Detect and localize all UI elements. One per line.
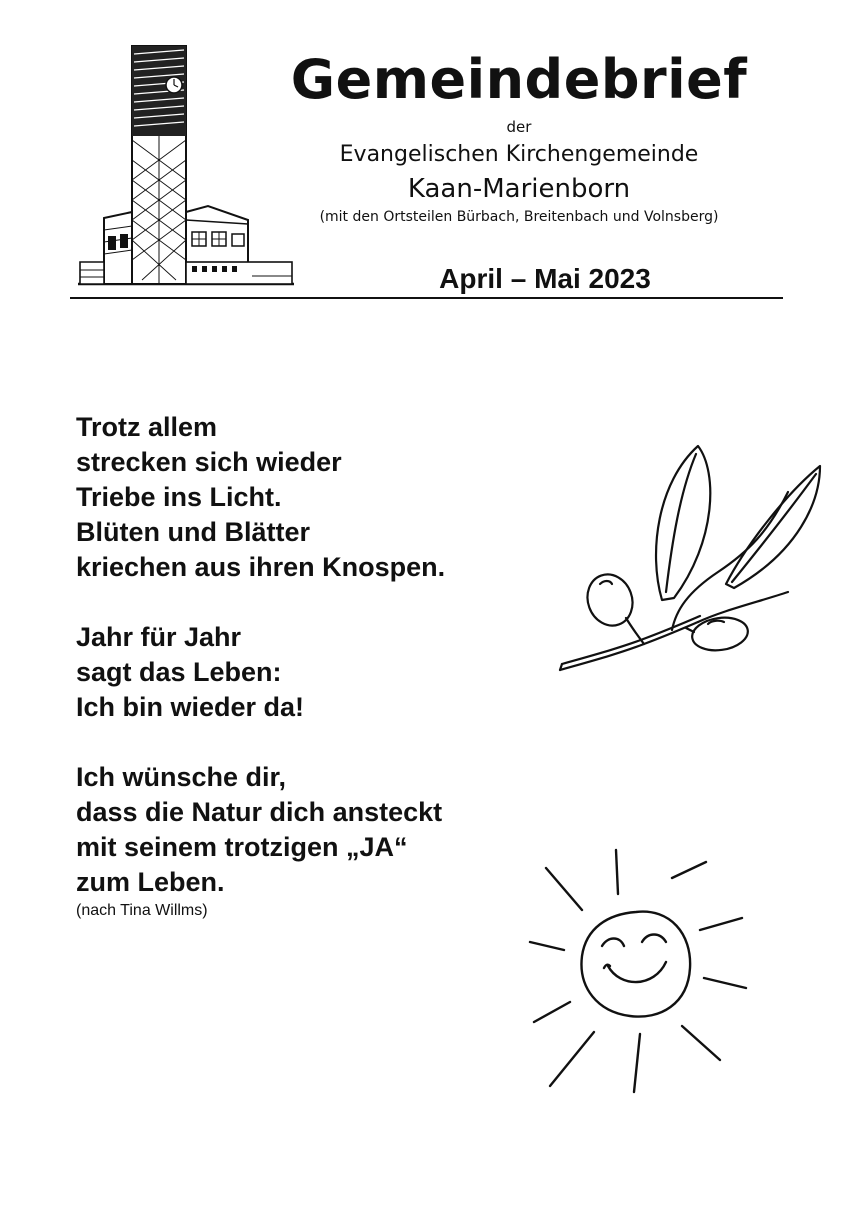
poem-line: Blüten und Blätter <box>76 517 310 547</box>
header-divider <box>70 297 783 299</box>
poem-line: Ich bin wieder da! <box>76 692 305 722</box>
title-connector: der <box>506 118 532 136</box>
issue-date: April – Mai 2023 <box>439 263 651 294</box>
poem-stanza <box>76 620 546 725</box>
poem-line: mit seinem trotzigen „JA“ <box>76 832 408 862</box>
poem-line: Triebe ins Licht. <box>76 482 282 512</box>
newsletter-title: Gemeindebrief <box>290 48 748 111</box>
poem-line: kriechen aus ihren Knospen. <box>76 552 446 582</box>
poem-line: Jahr für Jahr <box>76 622 242 652</box>
poem <box>76 410 546 922</box>
poem-stanza <box>76 760 546 900</box>
poem-line: zum Leben. <box>76 867 225 897</box>
place-name: Kaan-Marienborn <box>407 174 631 204</box>
poem-line: dass die Natur dich ansteckt <box>76 797 443 827</box>
poem-line: strecken sich wieder <box>76 447 342 477</box>
districts-note: (mit den Ortsteilen Bürbach, Breitenbach und Volnsberg) <box>319 209 719 225</box>
poem-stanza <box>76 410 546 585</box>
olive-branch-icon <box>548 432 838 682</box>
poem-line: sagt das Leben: <box>76 657 282 687</box>
poem-credit: (nach Tina Willms) <box>76 902 208 919</box>
poem-line: Trotz allem <box>76 412 218 442</box>
poem-line: Ich wünsche dir, <box>76 762 287 792</box>
smiling-sun-icon <box>520 838 760 1098</box>
church-tower-icon <box>76 40 298 290</box>
congregation-name: Evangelischen Kirchengemeinde <box>339 142 699 167</box>
